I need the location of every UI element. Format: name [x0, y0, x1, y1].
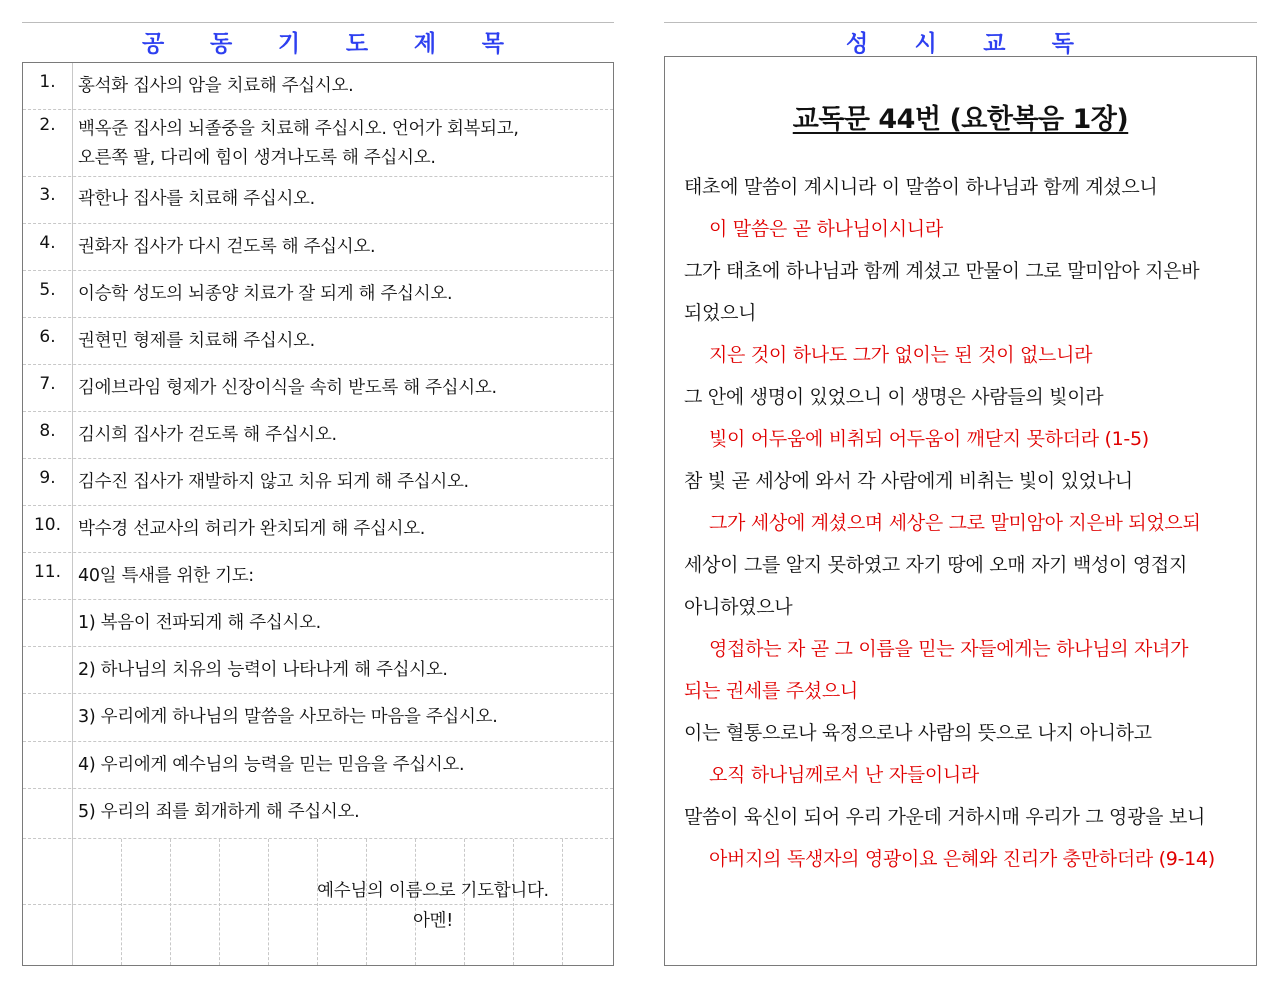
- prayer-text: 백옥준 집사의 뇌졸중을 치료해 주십시오. 언어가 회복되고,: [78, 119, 519, 139]
- verse-leader: 그가 태초에 하나님과 함께 계셨고 만물이 그로 말미암아 지은바: [684, 260, 1200, 282]
- prayer-item: [23, 412, 613, 459]
- prayer-number: 3.: [39, 185, 56, 205]
- heading-char: 동: [209, 30, 233, 57]
- prayer-text: 권화자 집사가 다시 걷도록 해 주십시오.: [78, 237, 376, 257]
- reading-title: [665, 97, 1256, 136]
- prayer-text: 박수경 선교사의 허리가 완치되게 해 주십시오.: [78, 519, 426, 539]
- heading-char: 기: [277, 30, 301, 57]
- verse-response: 빛이 어두움에 비취되 어두움이 깨닫지 못하더라 (1-5): [709, 428, 1149, 450]
- heading-char: 제: [413, 30, 437, 57]
- verse-response: 이 말씀은 곧 하나님이시니라: [709, 218, 943, 240]
- prayer-text: 오른쪽 팔, 다리에 힘이 생겨나도록 해 주십시오.: [78, 148, 436, 168]
- prayer-text: 4) 우리에게 예수님의 능력을 믿는 믿음을 주십시오.: [78, 755, 465, 775]
- prayer-topics-heading: [142, 24, 504, 58]
- prayer-number: 11.: [33, 562, 62, 582]
- verse-leader: 되었으니: [684, 302, 757, 324]
- prayer-list-panel: [22, 62, 614, 966]
- prayer-number: 10.: [33, 515, 62, 535]
- heading-char: 도: [345, 30, 369, 57]
- prayer-subitem: [23, 742, 613, 789]
- prayer-text: 3) 우리에게 하나님의 말씀을 사모하는 마음을 주십시오.: [78, 707, 498, 727]
- responsive-reading-heading: [846, 24, 1074, 58]
- prayer-item: [23, 365, 613, 412]
- prayer-text: 김시희 집사가 걷도록 해 주십시오.: [78, 425, 337, 445]
- prayer-text: 김에브라임 형제가 신장이식을 속히 받도록 해 주십시오.: [78, 378, 497, 398]
- prayer-number: 5.: [39, 280, 56, 300]
- prayer-number: 9.: [39, 468, 56, 488]
- reading-title-text: 교독문 44번 (요한복음 1장): [792, 104, 1129, 135]
- verse-response: 오직 하나님께로서 난 자들이니라: [709, 764, 979, 786]
- amen: 아멘!: [413, 911, 453, 931]
- prayer-number: 6.: [39, 327, 56, 347]
- prayer-item: [23, 318, 613, 365]
- heading-char: 목: [481, 30, 504, 57]
- prayer-item: [23, 63, 613, 110]
- verse-leader: 이는 혈통으로나 육정으로나 사람의 뜻으로 나지 아니하고: [684, 722, 1152, 744]
- prayer-text: 이승학 성도의 뇌종양 치료가 잘 되게 해 주십시오.: [78, 284, 453, 304]
- right-top-rule: [664, 22, 1257, 23]
- prayer-number: 4.: [39, 233, 56, 253]
- prayer-subitem: [23, 600, 613, 647]
- verse-leader: 그 안에 생명이 있었으니 이 생명은 사람들의 빛이라: [684, 386, 1104, 408]
- prayer-item: [23, 224, 613, 271]
- prayer-number: 2.: [39, 115, 56, 135]
- prayer-text: 홍석화 집사의 암을 치료해 주십시오.: [78, 76, 354, 96]
- verse-leader: 참 빛 곧 세상에 와서 각 사람에게 비취는 빛이 있었나니: [684, 470, 1133, 492]
- prayer-text: 김수진 집사가 재발하지 않고 치유 되게 해 주십시오.: [78, 472, 469, 492]
- verse-leader: 태초에 말씀이 계시니라 이 말씀이 하나님과 함께 계셨으니: [684, 176, 1158, 198]
- closing-prayer: 예수님의 이름으로 기도합니다.: [317, 881, 549, 901]
- prayer-text: 40일 특새를 위한 기도:: [78, 566, 254, 586]
- prayer-text: 곽한나 집사를 치료해 주십시오.: [78, 189, 315, 209]
- prayer-number: 7.: [39, 374, 56, 394]
- prayer-text: 5) 우리의 죄를 회개하게 해 주십시오.: [78, 802, 360, 822]
- heading-char: 독: [1051, 30, 1074, 57]
- prayer-item: [23, 553, 613, 600]
- prayer-text: 1) 복음이 전파되게 해 주십시오.: [78, 613, 321, 633]
- verse-response: 되는 권세를 주셨으니: [684, 680, 858, 702]
- prayer-number: 8.: [39, 421, 56, 441]
- heading-char: 성: [846, 30, 869, 57]
- heading-char: 시: [914, 30, 937, 57]
- verse-response: 그가 세상에 계셨으며 세상은 그로 말미암아 지은바 되었으되: [709, 512, 1201, 534]
- prayer-text: 권현민 형제를 치료해 주십시오.: [78, 331, 315, 351]
- prayer-subitem: [23, 647, 613, 694]
- heading-char: 교: [983, 30, 1006, 57]
- heading-char: 공: [142, 30, 165, 57]
- prayer-item: [23, 177, 613, 224]
- prayer-text: 2) 하나님의 치유의 능력이 나타나게 해 주십시오.: [78, 660, 448, 680]
- prayer-number: 1.: [39, 72, 56, 92]
- left-top-rule: [22, 22, 614, 23]
- verse-response: 영접하는 자 곧 그 이름을 믿는 자들에게는 하나님의 자녀가: [709, 638, 1189, 660]
- verse-response: 아버지의 독생자의 영광이요 은혜와 진리가 충만하더라 (9-14): [709, 848, 1215, 870]
- responsive-reading-panel: [664, 56, 1257, 966]
- prayer-item: [23, 271, 613, 318]
- prayer-subitem: [23, 694, 613, 742]
- prayer-subitem: [23, 789, 613, 839]
- verse-leader: 세상이 그를 알지 못하였고 자기 땅에 오매 자기 백성이 영접지: [684, 554, 1188, 576]
- prayer-item: [23, 506, 613, 553]
- verse-leader: 말씀이 육신이 되어 우리 가운데 거하시매 우리가 그 영광을 보니: [684, 806, 1206, 828]
- prayer-item: [23, 459, 613, 506]
- verse-response: 지은 것이 하나도 그가 없이는 된 것이 없느니라: [709, 344, 1093, 366]
- prayer-item: [23, 110, 613, 177]
- verse-leader: 아니하였으나: [684, 596, 793, 618]
